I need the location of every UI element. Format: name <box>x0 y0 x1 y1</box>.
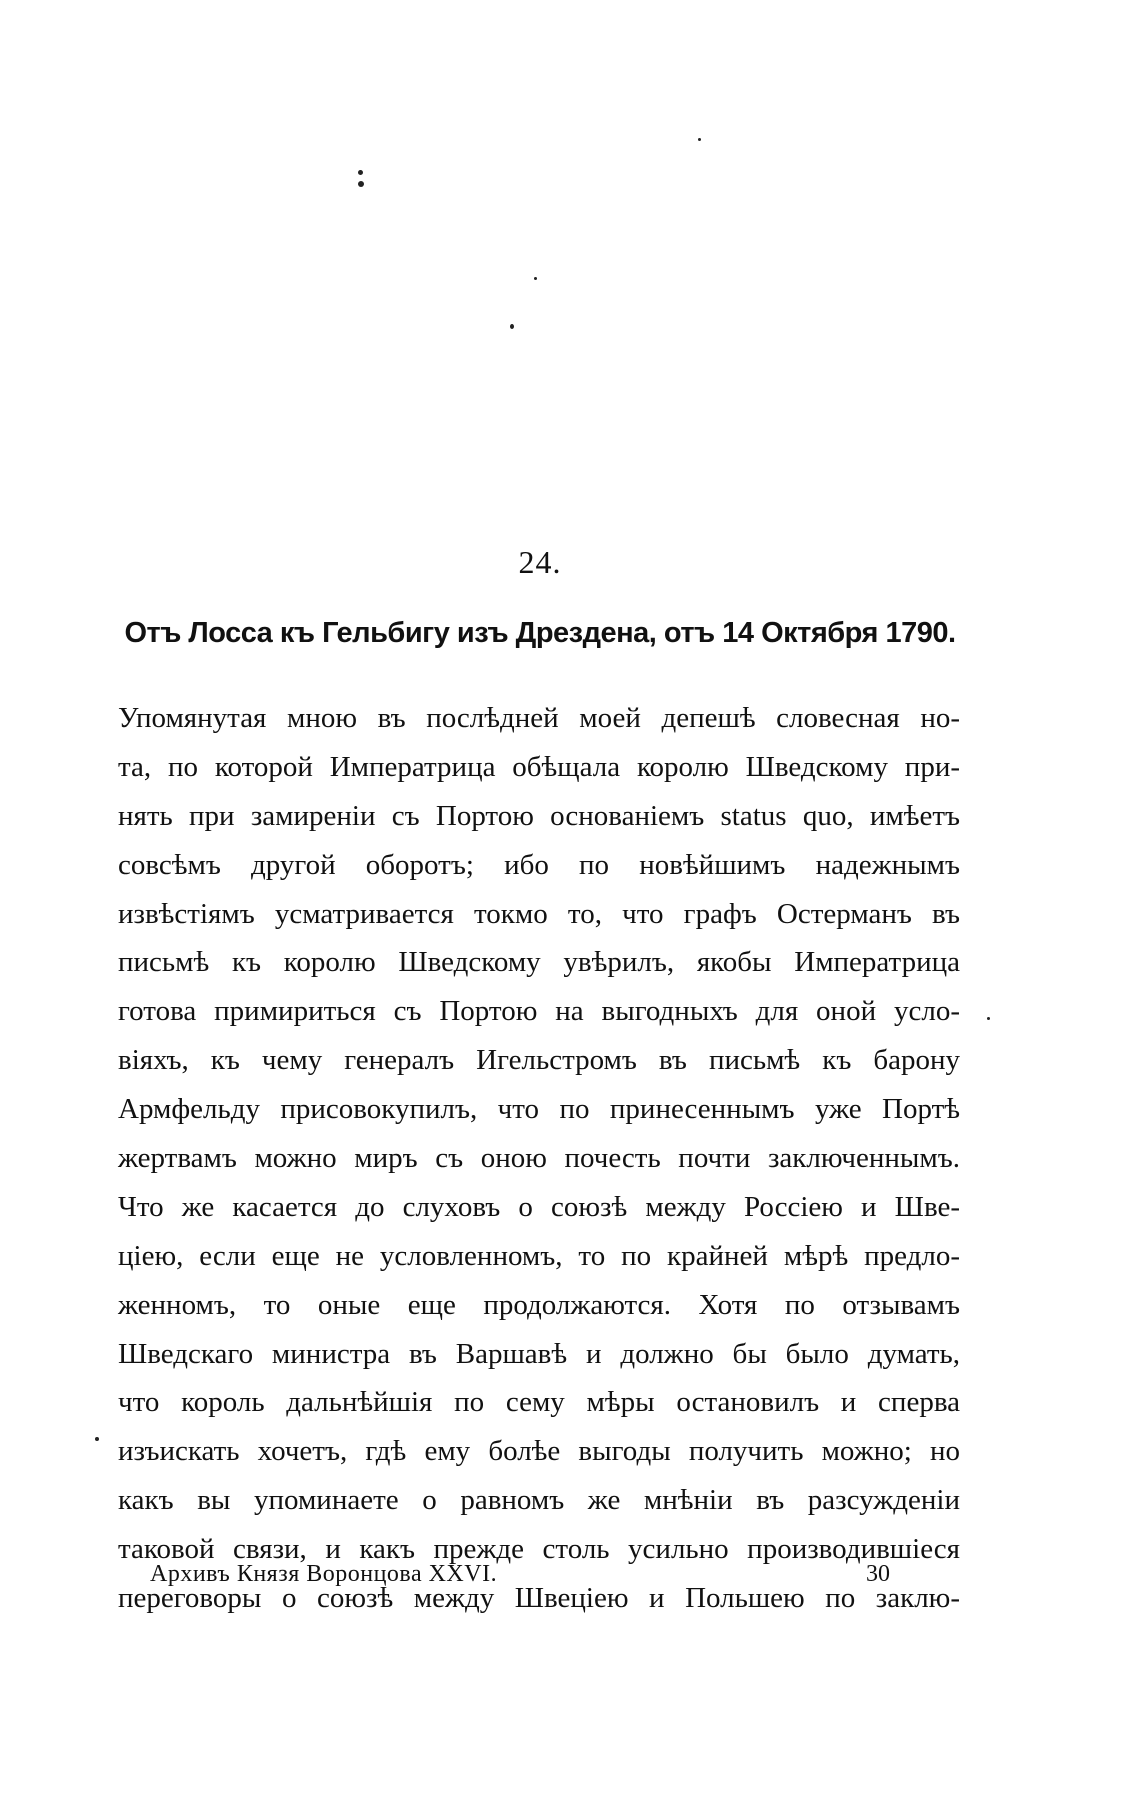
text-line: переговоры о союзѣ между Швеціею и Польшею по заклю- <box>118 1582 960 1615</box>
text-line: извѣстіямъ усматривается токмо то, что графъ Остерманъ въ <box>118 897 960 930</box>
scan-speck <box>358 170 363 175</box>
text-line: та, по которой Императрица обѣщала королю Шведскому при- <box>118 750 960 783</box>
text-line: таковой связи, и какъ прежде столь усильно производившіеся <box>118 1533 960 1566</box>
text-line: какъ вы упоминаете о равномъ же мнѣніи въ разсужденіи <box>118 1484 960 1517</box>
scan-speck <box>358 181 364 187</box>
text-line: ціею, если еще не условленномъ, то по крайней мѣрѣ предло- <box>118 1239 960 1272</box>
text-line: віяхъ, къ чему генералъ Игельстромъ въ письмѣ къ барону <box>118 1044 960 1077</box>
footer-signature: Архивъ Князя Воронцова XXVI. <box>150 1561 498 1587</box>
scan-speck <box>534 277 537 280</box>
scan-speck <box>987 1017 990 1020</box>
document-number: 24. <box>518 544 562 580</box>
text-line: Шведскаго министра въ Варшавѣ и должно бы было думать, <box>118 1337 960 1370</box>
scan-speck <box>95 1437 99 1441</box>
document-heading: Отъ Лосса къ Гельбигу изъ Дрездена, отъ 14 Октября 1790. <box>124 617 956 649</box>
page-footer <box>150 1556 890 1592</box>
text-line: письмѣ къ королю Шведскому увѣрилъ, якобы Императрица <box>118 946 960 979</box>
text-line: Что же касается до слуховъ о союзѣ между Россіею и Шве- <box>118 1190 960 1223</box>
text-line: жертвамъ можно миръ съ оною почесть почти заключеннымъ. <box>118 1142 960 1175</box>
text-line: Армфельду присовокупилъ, что по принесеннымъ уже Портѣ <box>118 1093 960 1126</box>
text-line: готова примириться съ Портою на выгодныхъ для оной усло- <box>118 995 960 1028</box>
scan-speck <box>510 324 514 329</box>
sheet-number: 30 <box>866 1561 890 1587</box>
letter-body <box>118 694 960 1623</box>
text-line: изъискать хочетъ, гдѣ ему болѣе выгоды получить можно; но <box>118 1435 960 1468</box>
text-line: Упомянутая мною въ послѣдней моей депешѣ словесная но- <box>118 702 960 734</box>
text-line: совсѣмъ другой оборотъ; ибо по новѣйшимъ надежнымъ <box>118 848 960 881</box>
text-line: женномъ, то оные еще продолжаются. Хотя по отзывамъ <box>118 1288 960 1321</box>
scan-speck <box>698 138 701 141</box>
text-line: нять при замиреніи съ Портою основаніемъ status quo, имѣетъ <box>118 799 960 832</box>
text-line: что король дальнѣйшія по сему мѣры остановилъ и сперва <box>118 1386 960 1419</box>
